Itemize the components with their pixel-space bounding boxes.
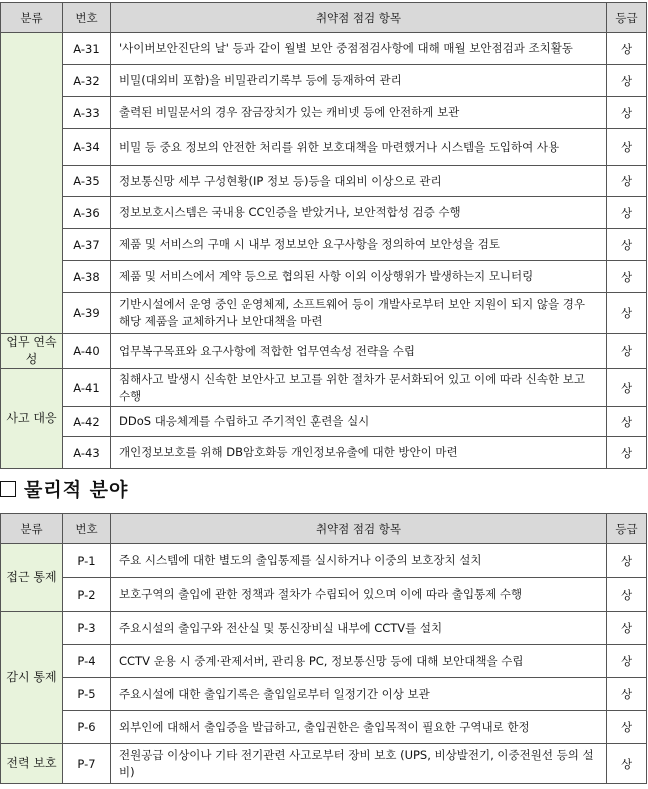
table-row <box>1 197 647 229</box>
table-row <box>1 129 647 166</box>
table-row <box>1 407 647 437</box>
item-description: 정보보호시스템은 국내용 CC인증을 받았거나, 보안적합성 검증 수행 <box>111 197 607 229</box>
item-description: 개인정보보호를 위해 DB암호화등 개인정보유출에 대한 방안이 마련 <box>111 437 607 469</box>
item-grade: 상 <box>607 261 647 293</box>
header-grade: 등급 <box>607 3 647 33</box>
item-number: A-37 <box>63 229 111 261</box>
item-description: 제품 및 서비스에서 계약 등으로 협의된 사항 이외 이상행위가 발생하는지 모니터링 <box>111 261 607 293</box>
item-number: P-3 <box>63 612 111 645</box>
item-description: 기반시설에서 운영 중인 운영체제, 소프트웨어 등이 개발사로부터 보안 지원이 되지 않을 경우 해당 제품을 교체하거나 보안대책을 마련 <box>111 293 607 334</box>
item-number: P-7 <box>63 744 111 784</box>
item-grade: 상 <box>607 678 647 711</box>
table-row <box>1 744 647 784</box>
item-description: 주요 시스템에 대한 별도의 출입통제를 실시하거나 이중의 보호장치 설치 <box>111 544 607 578</box>
item-number: A-41 <box>63 369 111 407</box>
item-number: P-1 <box>63 544 111 578</box>
table-row <box>1 33 647 65</box>
category-cell <box>1 33 63 334</box>
item-description: 침해사고 발생시 신속한 보안사고 보고를 위한 절차가 문서화되어 있고 이에 따라 신속한 보고 수행 <box>111 369 607 407</box>
category-cell: 접근 통제 <box>1 544 63 612</box>
item-number: A-36 <box>63 197 111 229</box>
table-row <box>1 612 647 645</box>
header-item: 취약점 점검 항목 <box>111 514 607 544</box>
item-grade: 상 <box>607 97 647 129</box>
table-row <box>1 578 647 612</box>
item-number: P-5 <box>63 678 111 711</box>
category-cell: 업무 연속성 <box>1 334 63 369</box>
physical-checklist-table <box>0 513 647 784</box>
item-number: A-38 <box>63 261 111 293</box>
item-grade: 상 <box>607 197 647 229</box>
item-grade: 상 <box>607 33 647 65</box>
item-description: 비밀 등 중요 정보의 안전한 처리를 위한 보호대책을 마련했거나 시스템을 도입하여 사용 <box>111 129 607 166</box>
table-row <box>1 437 647 469</box>
category-cell: 전력 보호 <box>1 744 63 784</box>
item-number: A-42 <box>63 407 111 437</box>
item-grade: 상 <box>607 65 647 97</box>
table-header-row <box>1 3 647 33</box>
item-number: A-43 <box>63 437 111 469</box>
item-number: A-39 <box>63 293 111 334</box>
category-cell: 사고 대응 <box>1 369 63 469</box>
admin-checklist-table <box>0 2 647 469</box>
header-number: 번호 <box>63 3 111 33</box>
table-row <box>1 678 647 711</box>
item-number: A-34 <box>63 129 111 166</box>
item-description: 제품 및 서비스의 구매 시 내부 정보보안 요구사항을 정의하여 보안성을 검토 <box>111 229 607 261</box>
item-grade: 상 <box>607 407 647 437</box>
item-description: 보호구역의 출입에 관한 정책과 절차가 수립되어 있으며 이에 따라 출입통제 수행 <box>111 578 607 612</box>
header-category: 분류 <box>1 514 63 544</box>
item-grade: 상 <box>607 612 647 645</box>
table-row <box>1 544 647 578</box>
item-description: 비밀(대외비 포함)을 비밀관리기록부 등에 등재하여 관리 <box>111 65 607 97</box>
item-description: CCTV 운용 시 중계·관제서버, 관리용 PC, 정보통신망 등에 대해 보안대책을 수립 <box>111 645 607 678</box>
item-description: 출력된 비밀문서의 경우 잠금장치가 있는 캐비넷 등에 안전하게 보관 <box>111 97 607 129</box>
header-category: 분류 <box>1 3 63 33</box>
item-grade: 상 <box>607 711 647 744</box>
item-description: 정보통신망 세부 구성현황(IP 정보 등)등을 대외비 이상으로 관리 <box>111 166 607 197</box>
item-description: 주요시설의 출입구와 전산실 및 통신장비실 내부에 CCTV를 설치 <box>111 612 607 645</box>
item-grade: 상 <box>607 744 647 784</box>
item-grade: 상 <box>607 437 647 469</box>
item-number: A-35 <box>63 166 111 197</box>
section-title-text: 물리적 분야 <box>24 479 129 501</box>
item-number: A-33 <box>63 97 111 129</box>
header-item: 취약점 점검 항목 <box>111 3 607 33</box>
item-number: P-2 <box>63 578 111 612</box>
item-number: P-4 <box>63 645 111 678</box>
item-grade: 상 <box>607 544 647 578</box>
table-row <box>1 166 647 197</box>
table-row <box>1 97 647 129</box>
table-row <box>1 334 647 369</box>
item-description: DDoS 대응체계를 수립하고 주기적인 훈련을 실시 <box>111 407 607 437</box>
checkbox-square-icon <box>0 481 16 497</box>
item-grade: 상 <box>607 129 647 166</box>
table-row <box>1 65 647 97</box>
item-grade: 상 <box>607 369 647 407</box>
table-row <box>1 645 647 678</box>
header-grade: 등급 <box>607 514 647 544</box>
item-grade: 상 <box>607 645 647 678</box>
item-number: A-32 <box>63 65 111 97</box>
item-grade: 상 <box>607 334 647 369</box>
item-description: 외부인에 대해서 출입증을 발급하고, 출입권한은 출입목적이 필요한 구역내로 한정 <box>111 711 607 744</box>
table-row <box>1 261 647 293</box>
item-grade: 상 <box>607 578 647 612</box>
item-description: 주요시설에 대한 출입기록은 출입일로부터 일정기간 이상 보관 <box>111 678 607 711</box>
item-description: 업무복구목표와 요구사항에 적합한 업무연속성 전략을 수립 <box>111 334 607 369</box>
item-number: A-31 <box>63 33 111 65</box>
table-header-row <box>1 514 647 544</box>
category-cell: 감시 통제 <box>1 612 63 744</box>
item-number: P-6 <box>63 711 111 744</box>
section-heading <box>0 475 128 502</box>
table-row <box>1 293 647 334</box>
table-row <box>1 711 647 744</box>
item-number: A-40 <box>63 334 111 369</box>
table-row <box>1 369 647 407</box>
header-number: 번호 <box>63 514 111 544</box>
item-grade: 상 <box>607 166 647 197</box>
item-grade: 상 <box>607 229 647 261</box>
item-description: 전원공급 이상이나 기타 전기관련 사고로부터 장비 보호 (UPS, 비상발전기, 이중전원선 등의 설비) <box>111 744 607 784</box>
item-description: '사이버보안진단의 날' 등과 같이 월별 보안 중점점검사항에 대해 매월 보안점검과 조치활동 <box>111 33 607 65</box>
item-grade: 상 <box>607 293 647 334</box>
table-row <box>1 229 647 261</box>
